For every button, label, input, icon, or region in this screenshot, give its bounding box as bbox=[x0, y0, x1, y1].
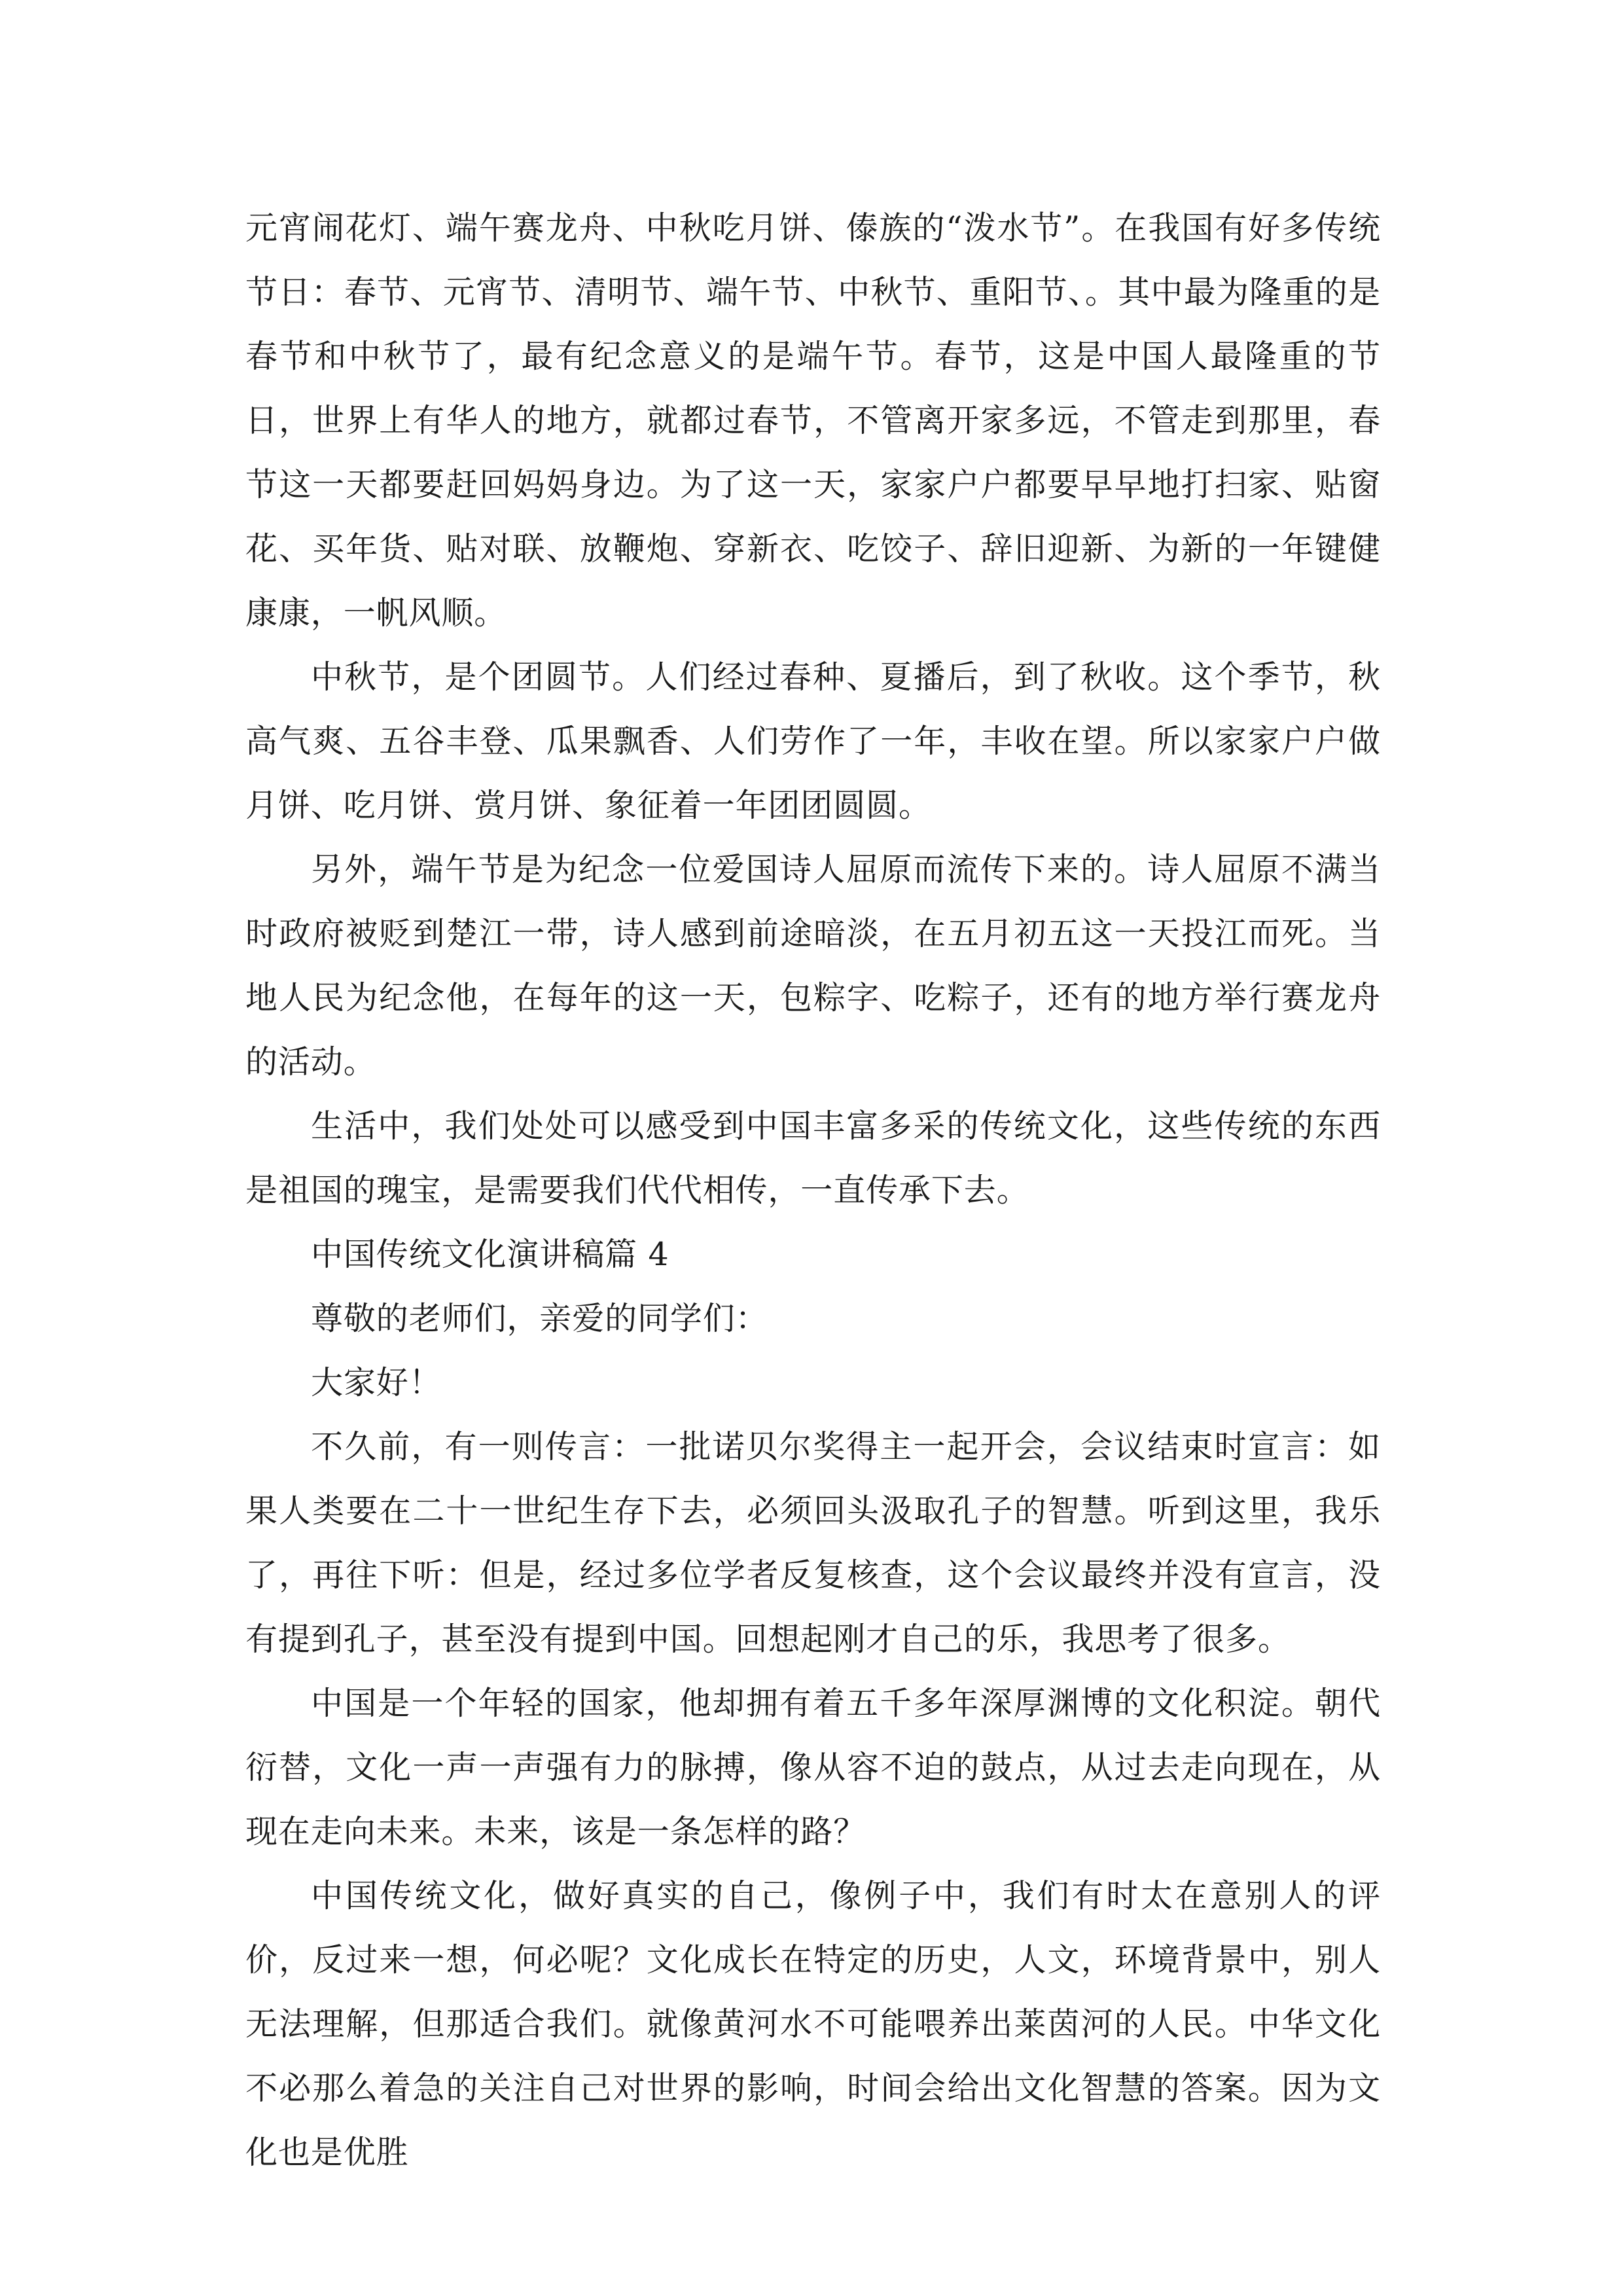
paragraph-rumor: 不久前，有一则传言：一批诺贝尔奖得主一起开会，会议结束时宣言：如果人类要在二十一世纪生存下去，必须回头汲取孔子的智慧。听到这里，我乐了，再往下听：但是，经过多位学者反复核查，这个会议最终并没有宣言，没有提到孔子，甚至没有提到中国。回想起刚才自己的乐，我思考了很多。 bbox=[245, 1428, 1381, 1658]
paragraph-be-yourself: 中国传统文化，做好真实的自己，像例子中，我们有时太在意别人的评价，反过来一想，何必呢？文化成长在特定的历史，人文，环境背景中，别人无法理解，但那适合我们。就像黄河水不可能喂养出莱茵河的人民。中华文化不必那么着急的关注自己对世界的影响，时间会给出文化智慧的答案。因为文化也是优胜 bbox=[245, 1877, 1381, 2171]
paragraph-young-nation: 中国是一个年轻的国家，他却拥有着五千多年深厚渊博的文化积淀。朝代衍替，文化一声一声强有力的脉搏，像从容不迫的鼓点，从过去走向现在，从现在走向未来。未来，该是一条怎样的路？ bbox=[245, 1685, 1381, 1850]
section-heading: 中国传统文化演讲稿篇 4 bbox=[311, 1236, 669, 1273]
paragraph-festivals: 元宵闹花灯、端午赛龙舟、中秋吃月饼、傣族的“泼水节”。在我国有好多传统节日：春节、元宵节、清明节、端午节、中秋节、重阳节、。其中最为隆重的是春节和中秋节了，最有纪念意义的是端午节。春节，这是中国人最隆重的节日，世界上有华人的地方，就都过春节，不管离开家多远，不管走到那里，春节这一天都要赶回妈妈身边。为了这一天，家家户户都要早早地打扫家、贴窗花、买年货、贴对联、放鞭炮、穿新衣、吃饺子、辞旧迎新、为新的一年键健康康，一帆风顺。 bbox=[245, 209, 1381, 632]
document-body bbox=[245, 196, 1381, 2185]
paragraph-mid-autumn: 中秋节，是个团圆节。人们经过春种、夏播后，到了秋收。这个季节，秋高气爽、五谷丰登、瓜果飘香、人们劳作了一年，丰收在望。所以家家户户做月饼、吃月饼、赏月饼、象征着一年团团圆圆。 bbox=[245, 658, 1381, 824]
paragraph-traditions-treasure: 生活中，我们处处可以感受到中国丰富多采的传统文化，这些传统的东西是祖国的瑰宝，是需要我们代代相传，一直传承下去。 bbox=[245, 1107, 1381, 1209]
paragraph-salutation: 尊敬的老师们，亲爱的同学们： bbox=[311, 1300, 768, 1337]
paragraph-dragon-boat: 另外，端午节是为纪念一位爱国诗人屈原而流传下来的。诗人屈原不满当时政府被贬到楚江一带，诗人感到前途暗淡，在五月初五这一天投江而死。当地人民为纪念他，在每年的这一天，包粽字、吃粽子，还有的地方举行赛龙舟的活动。 bbox=[245, 851, 1381, 1081]
paragraph-greeting: 大家好！ bbox=[311, 1364, 442, 1401]
